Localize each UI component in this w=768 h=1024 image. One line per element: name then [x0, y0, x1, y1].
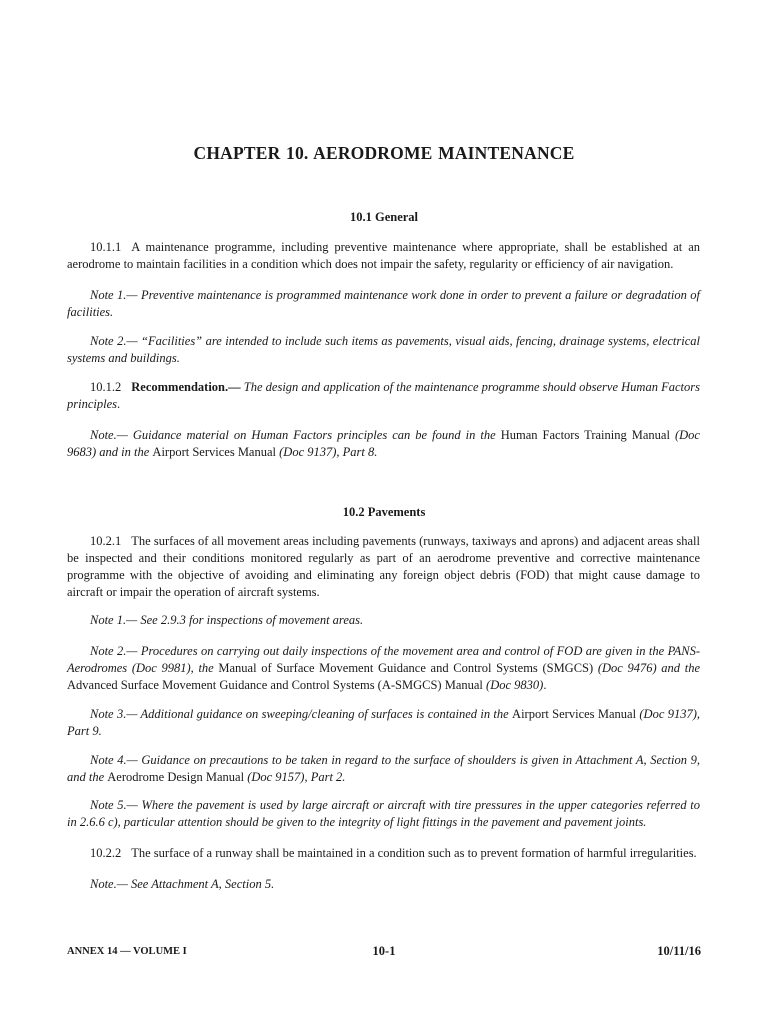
footer-annex-label: ANNEX 14 — VOLUME I: [67, 946, 187, 957]
note-10-2-2: Note.— See Attachment A, Section 5.: [90, 877, 275, 891]
recommendation-end: .: [117, 397, 121, 411]
footer-page-number: 10-1: [372, 944, 396, 958]
note-text: (Doc 9683) and in the: [67, 428, 700, 459]
note-text: Note.— Guidance material on Human Factors principles can be found in the: [90, 428, 501, 442]
doc-title: Aerodrome Design Manual: [107, 770, 245, 784]
paragraph-10-1-1: [67, 239, 700, 273]
paragraph-number: 10.2.1: [90, 534, 122, 548]
section-heading-10-2: 10.2 Pavements: [342, 505, 426, 519]
note-end: .: [543, 678, 547, 692]
note-text: Note 4.— Guidance on precautions to be taken in regard to the surface of shoulders is given in Attachment A, Section 9, and the: [67, 753, 700, 784]
note-10-2-1-b: [67, 643, 700, 694]
paragraph-text: The surface of a runway shall be maintained in a condition such as to prevent formation of harmful irregularities.: [131, 846, 697, 860]
paragraph-text: The surfaces of all movement areas including pavements (runways, taxiways and aprons) and adjacent areas shall be inspected and their conditions monitored regularly as part of an aerodrome preventive and corrective maintenance programme with the objective of avoiding and eliminating any foreign object debris (FOD) that might cause damage to aircraft or impair the operation of aircraft systems.: [67, 534, 700, 599]
note-text: (Doc 9476) and the: [593, 661, 700, 675]
paragraph-10-2-2: [67, 845, 700, 862]
doc-title: Advanced Surface Movement Guidance and Control Systems (A-SMGCS) Manual: [67, 678, 483, 692]
note-10-1-1-b: Note 2.— “Facilities” are intended to include such items as pavements, visual aids, fencing, drainage systems, electrical systems and buildings.: [67, 334, 700, 365]
doc-title: Human Factors Training Manual: [500, 428, 670, 442]
paragraph-10-1-2: [67, 379, 700, 413]
note-text: (Doc 9137), Part 8.: [276, 445, 378, 459]
note-10-2-1-e: Note 5.— Where the pavement is used by large aircraft or aircraft with tire pressures in the upper categories referred to in 2.6.6 c), particular attention should be given to the integrity of light fittings in the pavement and pavement joints.: [67, 798, 700, 829]
doc-title: Manual of Surface Movement Guidance and Control Systems (SMGCS): [218, 661, 594, 675]
paragraph-number: 10.1.1: [90, 240, 122, 254]
footer-date: 10/11/16: [657, 944, 701, 958]
chapter-title: CHAPTER 10. AERODROME MAINTENANCE: [193, 143, 575, 163]
doc-title: Airport Services Manual: [152, 445, 276, 459]
note-text: Note 2.— Procedures on carrying out daily inspections of the movement area and control of FOD are given in the PANS-Aerodromes (Doc 9981), the: [67, 644, 700, 675]
note-text: (Doc 9157), Part 2.: [244, 770, 346, 784]
recommendation-text: The design and application of the maintenance programme should observe Human Factors principles: [67, 380, 700, 411]
note-text: (Doc 9137), Part 9.: [67, 707, 700, 738]
recommendation-label: Recommendation.—: [131, 380, 241, 394]
paragraph-number: 10.2.2: [90, 846, 122, 860]
note-10-2-1-c: [67, 706, 700, 740]
note-text: Note 3.— Additional guidance on sweeping/cleaning of surfaces is contained in the: [90, 707, 513, 721]
note-10-1-2: [67, 427, 700, 461]
paragraph-number: 10.1.2: [90, 380, 122, 394]
doc-title: Airport Services Manual: [512, 707, 637, 721]
note-10-2-1-a: Note 1.— See 2.9.3 for inspections of movement areas.: [90, 613, 364, 627]
paragraph-10-2-1: [67, 533, 700, 601]
note-10-2-1-d: [67, 752, 700, 786]
section-heading-10-1: 10.1 General: [349, 210, 419, 224]
note-10-1-1-a: Note 1.— Preventive maintenance is programmed maintenance work done in order to prevent a failure or degradation of facilities.: [67, 288, 700, 319]
paragraph-text: A maintenance programme, including preventive maintenance where appropriate, shall be established at an aerodrome to maintain facilities in a condition which does not impair the safety, regularity or efficiency of air navigation.: [67, 240, 700, 271]
note-text: (Doc 9830): [482, 678, 544, 692]
